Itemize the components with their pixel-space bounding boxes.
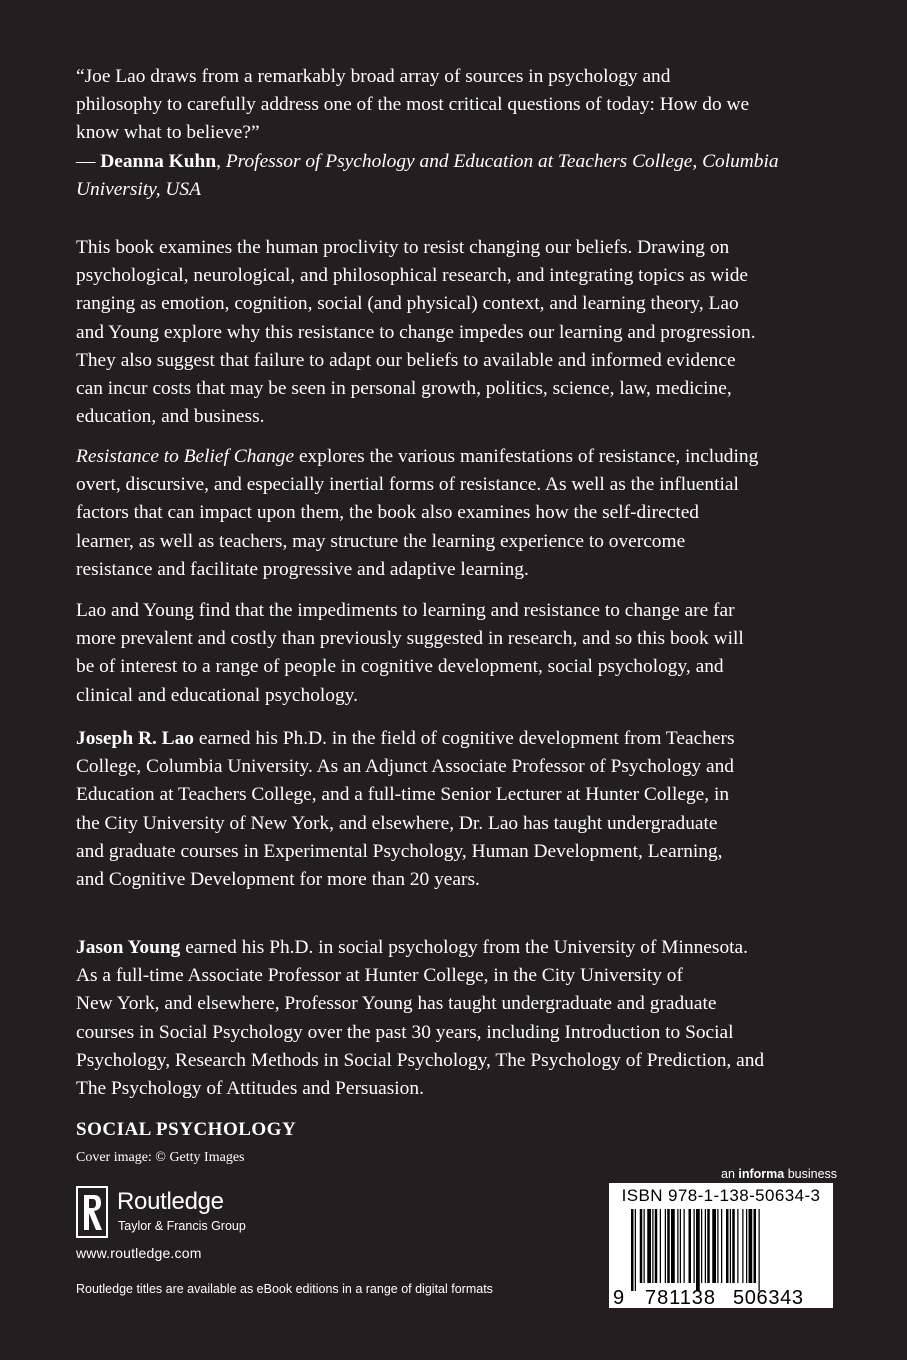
text-line: Resistance to Belief Change explores the various manifestations of resistance, including <box>76 446 759 467</box>
quote-affiliation: Professor of Psychology and Education at Teachers College, Columbia <box>225 150 779 172</box>
description-paragraph-2 <box>76 443 836 584</box>
text-line: As a full-time Associate Professor at Hunter College, in the City University of <box>76 965 683 987</box>
description-paragraph-1 <box>76 234 836 431</box>
author-bio-young <box>76 934 836 1103</box>
text-line: New York, and elsewhere, Professor Young has taught undergraduate and graduate <box>76 993 717 1015</box>
barcode-bar <box>712 1209 716 1283</box>
barcode-bar <box>680 1209 681 1283</box>
barcode-bar <box>655 1209 658 1283</box>
ebook-availability-note: Routledge titles are available as eBook editions in a range of digital formats <box>76 1282 493 1296</box>
barcode-bar <box>746 1209 747 1283</box>
barcode-bar <box>631 1209 634 1291</box>
text-line: clinical and educational psychology. <box>76 684 358 706</box>
quote-attribution: — Deanna Kuhn, Professor of Psychology and Education at Teachers College, Columbia <box>76 150 779 172</box>
barcode-bars <box>609 1183 833 1308</box>
author-name: Jason Young <box>76 937 181 958</box>
text-line: be of interest to a range of people in cognitive development, social psychology, and <box>76 656 724 678</box>
endorsement-quote <box>76 63 836 204</box>
text-line: courses in Social Psychology over the past 30 years, including Introduction to Social <box>76 1021 734 1043</box>
text-line: ranging as emotion, cognition, social (and physical) context, and learning theory, Lao <box>76 293 739 315</box>
text-line: more prevalent and costly than previously suggested in research, and so this book will <box>76 628 744 650</box>
attribution-dash: — <box>76 150 96 172</box>
book-title: Resistance to Belief Change <box>76 446 295 467</box>
barcode-digit-lead: 9 <box>613 1287 625 1308</box>
barcode-bar <box>759 1209 760 1291</box>
text-line: and graduate courses in Experimental Psychology, Human Development, Learning, <box>76 840 723 862</box>
text-line: Joseph R. Lao earned his Ph.D. in the field of cognitive development from Teachers <box>76 728 735 749</box>
barcode-bar <box>640 1209 643 1283</box>
barcode-bar <box>754 1209 757 1283</box>
informa-brand: informa <box>738 1167 785 1181</box>
text-line: The Psychology of Attitudes and Persuasion. <box>76 1078 424 1100</box>
text-line: College, Columbia University. As an Adjunct Associate Professor of Psychology and <box>76 756 734 778</box>
text-line: can incur costs that may be seen in personal growth, politics, science, law, medicine, <box>76 378 732 400</box>
barcode-bar <box>717 1209 718 1283</box>
routledge-logo-icon <box>76 1186 108 1238</box>
barcode-bar <box>665 1209 666 1283</box>
text-line: and Cognitive Development for more than 20 years. <box>76 869 480 891</box>
publisher-logo <box>76 1186 276 1238</box>
quote-line: know what to believe?” <box>76 122 260 144</box>
quote-line: philosophy to carefully address one of the most critical questions of today: How do we <box>76 94 750 116</box>
quote-affiliation-cont: University, USA <box>76 178 201 200</box>
author-bio-lao <box>76 725 836 894</box>
isbn-barcode <box>609 1183 833 1308</box>
barcode-bar <box>667 1209 670 1283</box>
barcode-digits-right: 506343 <box>733 1287 803 1308</box>
text-line: the City University of New York, and elsewhere, Dr. Lao has taught undergraduate <box>76 812 718 834</box>
barcode-bar <box>742 1209 743 1283</box>
subject-category: SOCIAL PSYCHOLOGY <box>76 1119 297 1140</box>
informa-business-tag: an informa business <box>721 1167 838 1181</box>
barcode-bar <box>647 1209 651 1283</box>
barcode-digits-left: 781138 <box>645 1287 715 1308</box>
barcode-bar <box>701 1209 702 1283</box>
barcode-bar <box>652 1209 653 1283</box>
barcode-bar <box>689 1209 692 1283</box>
text-line: Psychology, Research Methods in Social Psychology, The Psychology of Prediction, and <box>76 1049 765 1071</box>
publisher-website[interactable]: www.routledge.com <box>76 1245 202 1261</box>
quote-line: “Joe Lao draws from a remarkably broad array of sources in psychology and <box>76 66 671 87</box>
text-line: and Young explore why this resistance to change impedes our learning and progression. <box>76 321 756 343</box>
barcode-bar <box>660 1209 661 1283</box>
author-name: Joseph R. Lao <box>76 728 194 749</box>
barcode-bar <box>694 1209 695 1283</box>
quote-author: Deanna Kuhn <box>100 150 217 172</box>
text-line: resistance and facilitate progressive and adaptive learning. <box>76 558 529 580</box>
text-line: psychological, neurological, and philosophical research, and integrating topics as wide <box>76 265 749 287</box>
barcode-bar <box>684 1209 685 1283</box>
barcode-bar <box>749 1209 753 1283</box>
text-line: This book examines the human proclivity to resist changing our beliefs. Drawing on <box>76 237 730 258</box>
barcode-bar <box>737 1209 738 1283</box>
barcode-bar <box>677 1209 678 1283</box>
text-line: factors that can impact upon them, the book also examines how the self-directed <box>76 502 699 524</box>
text-line: Jason Young earned his Ph.D. in social psychology from the University of Minnesota. <box>76 937 748 958</box>
barcode-bar <box>732 1209 735 1283</box>
publisher-name: Routledge <box>117 1188 224 1215</box>
publisher-group: Taylor & Francis Group <box>118 1219 246 1233</box>
text-line: Education at Teachers College, and a full-time Senior Lecturer at Hunter College, in <box>76 784 730 806</box>
text-line: overt, discursive, and especially inertial forms of resistance. As well as the influential <box>76 474 739 496</box>
description-paragraph-3 <box>76 597 836 710</box>
barcode-bar <box>696 1209 700 1291</box>
cover-image-credit: Cover image: © Getty Images <box>76 1150 245 1165</box>
barcode-bar <box>726 1209 729 1283</box>
barcode-bar <box>635 1209 636 1291</box>
barcode-bar <box>730 1209 731 1283</box>
text-line: They also suggest that failure to adapt our beliefs to available and informed evidence <box>76 349 736 371</box>
barcode-bar <box>721 1209 722 1283</box>
text-line: learner, as well as teachers, may structure the learning experience to overcome <box>76 530 686 552</box>
text-line: education, and business. <box>76 406 265 428</box>
barcode-bar <box>671 1209 675 1283</box>
isbn-number: ISBN 978-1-138-50634-3 <box>621 1186 821 1205</box>
barcode-bar <box>705 1209 706 1283</box>
barcode-bar <box>644 1209 645 1283</box>
barcode-bar <box>707 1209 710 1283</box>
text-line: Lao and Young find that the impediments to learning and resistance to change are far <box>76 600 735 621</box>
